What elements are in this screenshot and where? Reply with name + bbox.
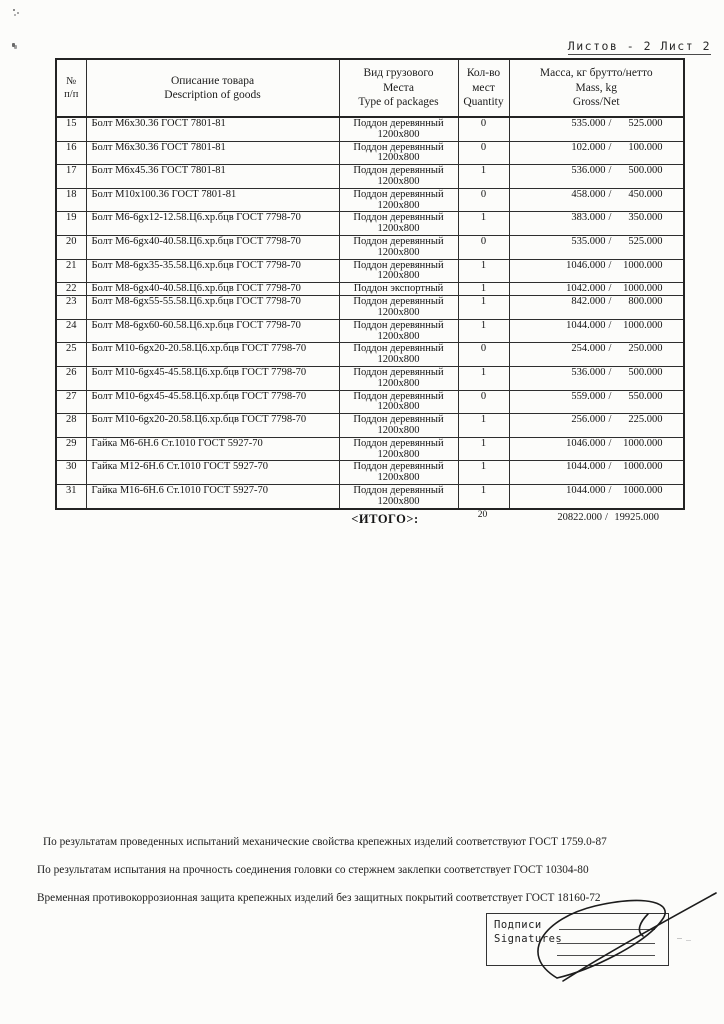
row-number: 28	[56, 414, 86, 438]
package-type: Поддон деревянный 1200х800	[339, 414, 458, 438]
note-strength-test: По результатам испытания на прочность соединения головки со стержнем заклепки соответствует ГОСТ 10304-80	[37, 864, 589, 876]
row-number: 22	[56, 283, 86, 296]
table-row	[56, 296, 684, 320]
goods-description: Гайка М12-6Н.6 Ст.1010 ГОСТ 5927-70	[86, 461, 339, 485]
total-net: 19925.000	[614, 512, 659, 523]
mass-gross-net: 559.000 / 550.000	[509, 390, 684, 414]
signature-box	[486, 913, 669, 966]
table-row	[56, 235, 684, 259]
goods-table-body	[56, 117, 684, 509]
package-type: Поддон деревянный 1200х800	[339, 319, 458, 343]
signature-label-en: Signatures	[494, 933, 563, 945]
col-header-description: Описание товара Description of goods	[86, 59, 339, 117]
quantity: 1	[458, 212, 509, 236]
goods-description: Гайка М6-6Н.6 Ст.1010 ГОСТ 5927-70	[86, 437, 339, 461]
signature-line	[557, 955, 655, 956]
mass-gross-net: 383.000 / 350.000	[509, 212, 684, 236]
sheet-counter: Листов - 2 Лист 2	[567, 39, 711, 53]
table-row	[56, 437, 684, 461]
note-mechanical-properties: По результатам проведенных испытаний механические свойства крепежных изделий соответствуют ГОСТ 1759.0-87	[43, 836, 607, 848]
package-type: Поддон деревянный 1200х800	[339, 165, 458, 189]
row-number: 23	[56, 296, 86, 320]
row-number: 31	[56, 484, 86, 508]
total-label: <ИТОГО>:	[351, 512, 419, 526]
goods-description: Болт М6х30.36 ГОСТ 7801-81	[86, 117, 339, 141]
row-number: 26	[56, 366, 86, 390]
note-corrosion-protection: Временная противокоррозионная защита крепежных изделий без защитных покрытий соответствует ГОСТ 18160-72	[37, 892, 601, 904]
quantity: 1	[458, 259, 509, 283]
row-number: 24	[56, 319, 86, 343]
table-row	[56, 319, 684, 343]
quantity: 0	[458, 343, 509, 367]
table-row	[56, 390, 684, 414]
mass-gross-net: 102.000 / 100.000	[509, 141, 684, 165]
goods-description: Болт М10-6gх20-20.58.Ц6.хр.бцв ГОСТ 7798-70	[86, 414, 339, 438]
package-type: Поддон деревянный 1200х800	[339, 235, 458, 259]
signature-line	[559, 929, 655, 930]
package-type: Поддон деревянный 1200х800	[339, 484, 458, 508]
row-number: 18	[56, 188, 86, 212]
goods-description: Болт М8-6gх40-40.58.Ц6.хр.бцв ГОСТ 7798-70	[86, 283, 339, 296]
row-number: 16	[56, 141, 86, 165]
quantity: 1	[458, 366, 509, 390]
goods-description: Болт М10х100.36 ГОСТ 7801-81	[86, 188, 339, 212]
goods-description: Болт М10-6gх20-20.58.Ц6.хр.бцв ГОСТ 7798-70	[86, 343, 339, 367]
col-header-mass: Масса, кг брутто/нетто Mass, kg Gross/Net	[509, 59, 684, 117]
goods-description: Болт М6-6gх12-12.58.Ц6.хр.бцв ГОСТ 7798-70	[86, 212, 339, 236]
package-type: Поддон экспортный	[339, 283, 458, 296]
quantity: 1	[458, 319, 509, 343]
package-type: Поддон деревянный 1200х800	[339, 437, 458, 461]
mass-gross-net: 1044.000 / 1000.000	[509, 484, 684, 508]
scan-artifact	[677, 938, 682, 939]
package-type: Поддон деревянный 1200х800	[339, 366, 458, 390]
goods-description: Болт М10-6gх45-45.58.Ц6.хр.бцв ГОСТ 7798-70	[86, 366, 339, 390]
mass-gross-net: 1046.000 / 1000.000	[509, 437, 684, 461]
col-header-number: № п/п	[56, 59, 86, 117]
mass-gross-net: 842.000 / 800.000	[509, 296, 684, 320]
goods-description: Болт М8-6gх60-60.58.Ц6.хр.бцв ГОСТ 7798-70	[86, 319, 339, 343]
package-type: Поддон деревянный 1200х800	[339, 461, 458, 485]
scan-artifact	[13, 9, 15, 11]
mass-gross-net: 1042.000 / 1000.000	[509, 283, 684, 296]
package-type: Поддон деревянный 1200х800	[339, 188, 458, 212]
row-number: 15	[56, 117, 86, 141]
table-row	[56, 343, 684, 367]
quantity: 1	[458, 414, 509, 438]
mass-gross-net: 254.000 / 250.000	[509, 343, 684, 367]
package-type: Поддон деревянный 1200х800	[339, 141, 458, 165]
signature-label-ru: Подписи	[494, 919, 542, 931]
quantity: 1	[458, 461, 509, 485]
total-mass: 20822.000 / 19925.000	[508, 512, 683, 523]
package-type: Поддон деревянный 1200х800	[339, 259, 458, 283]
goods-description: Гайка М16-6Н.6 Ст.1010 ГОСТ 5927-70	[86, 484, 339, 508]
goods-description: Болт М6х45.36 ГОСТ 7801-81	[86, 165, 339, 189]
package-type: Поддон деревянный 1200х800	[339, 212, 458, 236]
table-row	[56, 188, 684, 212]
package-type: Поддон деревянный 1200х800	[339, 296, 458, 320]
quantity: 0	[458, 188, 509, 212]
table-row	[56, 366, 684, 390]
table-header-row	[56, 59, 684, 117]
col-header-package-type: Вид грузового Места Type of packages	[339, 59, 458, 117]
quantity: 0	[458, 117, 509, 141]
mass-gross-net: 1044.000 / 1000.000	[509, 461, 684, 485]
goods-description: Болт М6х30.36 ГОСТ 7801-81	[86, 141, 339, 165]
goods-table	[55, 58, 685, 510]
goods-description: Болт М8-6gх55-55.58.Ц6.хр.бцв ГОСТ 7798-70	[86, 296, 339, 320]
mass-gross-net: 1046.000 / 1000.000	[509, 259, 684, 283]
package-type: Поддон деревянный 1200х800	[339, 343, 458, 367]
quantity: 1	[458, 283, 509, 296]
quantity: 0	[458, 235, 509, 259]
mass-gross-net: 256.000 / 225.000	[509, 414, 684, 438]
goods-description: Болт М8-6gх35-35.58.Ц6.хр.бцв ГОСТ 7798-70	[86, 259, 339, 283]
table-row	[56, 165, 684, 189]
table-row	[56, 414, 684, 438]
table-row	[56, 484, 684, 508]
table-row	[56, 259, 684, 283]
row-number: 30	[56, 461, 86, 485]
mass-gross-net: 535.000 / 525.000	[509, 235, 684, 259]
goods-description: Болт М10-6gх45-45.58.Ц6.хр.бцв ГОСТ 7798-70	[86, 390, 339, 414]
quantity: 1	[458, 437, 509, 461]
row-number: 21	[56, 259, 86, 283]
mass-gross-net: 1044.000 / 1000.000	[509, 319, 684, 343]
mass-gross-net: 535.000 / 525.000	[509, 117, 684, 141]
row-number: 27	[56, 390, 86, 414]
table-row	[56, 117, 684, 141]
row-number: 19	[56, 212, 86, 236]
row-number: 29	[56, 437, 86, 461]
total-quantity: 20	[477, 510, 488, 520]
mass-gross-net: 536.000 / 500.000	[509, 366, 684, 390]
quantity: 1	[458, 165, 509, 189]
goods-description: Болт М6-6gх40-40.58.Ц6.хр.бцв ГОСТ 7798-70	[86, 235, 339, 259]
signature-line	[557, 943, 655, 944]
table-row	[56, 283, 684, 296]
scan-artifact	[12, 43, 15, 47]
quantity: 0	[458, 141, 509, 165]
mass-gross-net: 458.000 / 450.000	[509, 188, 684, 212]
row-number: 17	[56, 165, 86, 189]
mass-gross-net: 536.000 / 500.000	[509, 165, 684, 189]
col-header-quantity: Кол-во мест Quantity	[458, 59, 509, 117]
table-row	[56, 212, 684, 236]
package-type: Поддон деревянный 1200х800	[339, 117, 458, 141]
table-row	[56, 461, 684, 485]
quantity: 1	[458, 296, 509, 320]
table-row	[56, 141, 684, 165]
total-gross: 20822.000	[557, 512, 602, 523]
row-number: 25	[56, 343, 86, 367]
row-number: 20	[56, 235, 86, 259]
quantity: 1	[458, 484, 509, 508]
package-type: Поддон деревянный 1200х800	[339, 390, 458, 414]
quantity: 0	[458, 390, 509, 414]
